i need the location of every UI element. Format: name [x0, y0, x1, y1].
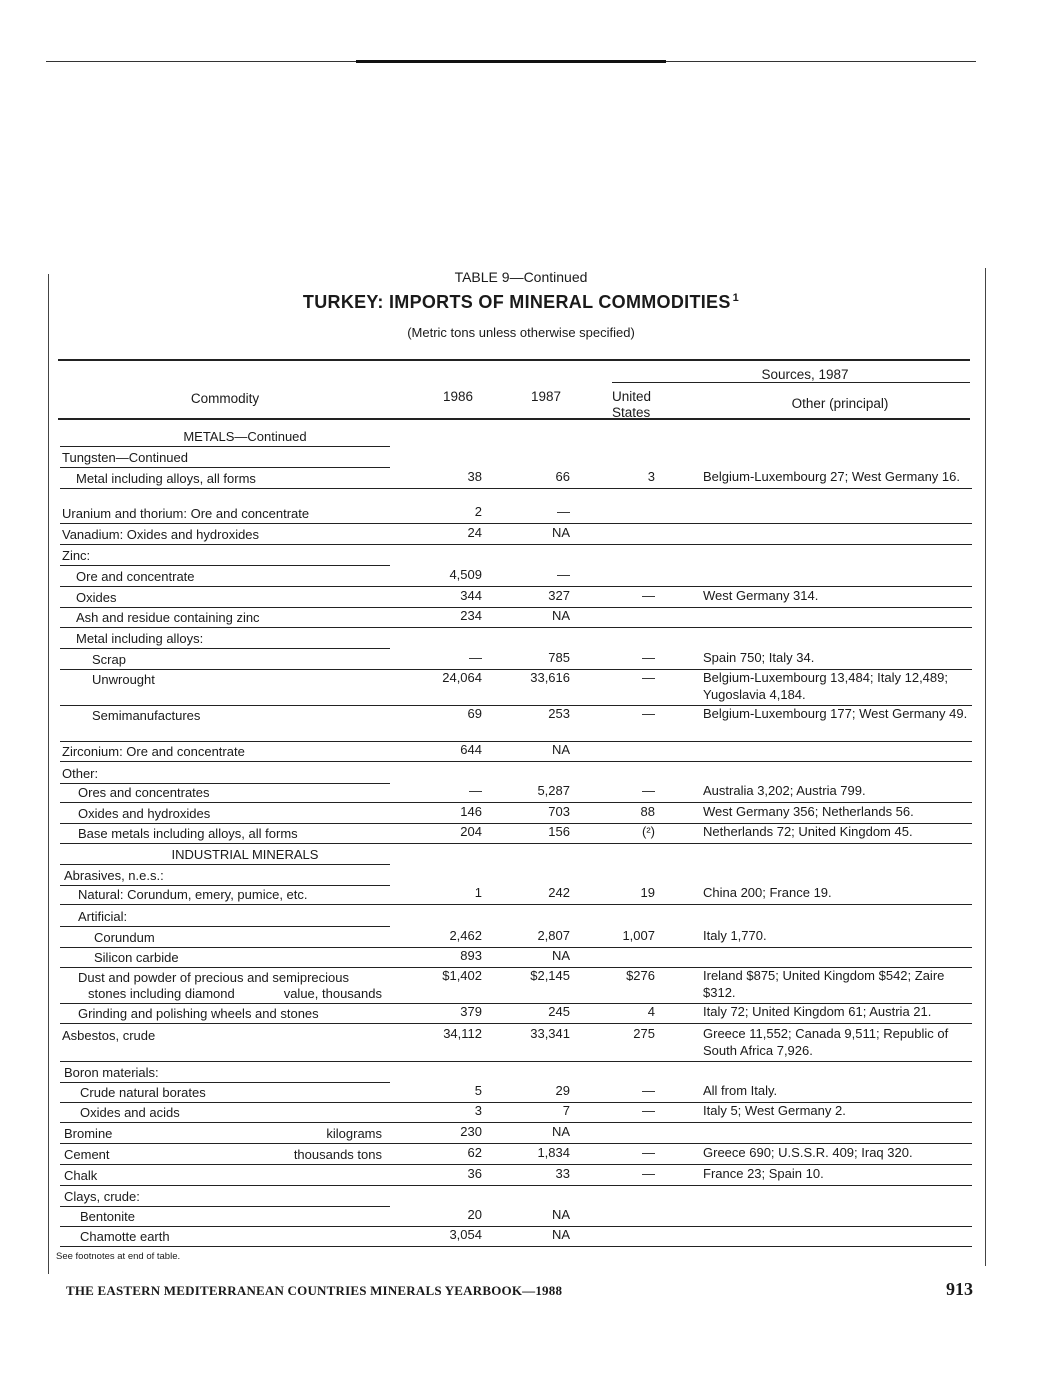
row-oxides-other-sources: West Germany 314. — [703, 588, 819, 603]
row-grinding-and-polishing-wheels-and-stones-rule — [60, 1023, 972, 1024]
row-base-metals-including-alloys-all-forms-other-sources: Netherlands 72; United Kingdom 45. — [703, 824, 913, 839]
row-grinding-and-polishing-wheels-and-stones-1986: 379 — [460, 1004, 482, 1019]
row-natural-corundum-emery-pumice-etc-other-sources: China 200; France 19. — [703, 885, 832, 900]
row-bentonite-1987: NA — [551, 1207, 570, 1222]
row-industrial-minerals-rule — [60, 864, 390, 865]
row-oxides-and-hydroxides-other-sources: West Germany 356; Netherlands 56. — [703, 804, 914, 819]
header-top-rule — [58, 359, 970, 361]
row-asbestos-crude-1987: 33,341 — [530, 1026, 570, 1041]
row-scrap-1987: 785 — [548, 650, 570, 665]
header-us-line2: States — [612, 405, 651, 420]
row-bentonite-1986: 20 — [467, 1207, 482, 1222]
header-commodity: Commodity — [190, 391, 260, 406]
row-natural-corundum-emery-pumice-etc-us: 19 — [640, 885, 655, 900]
row-uranium-and-thorium-ore-and-concentrate-1987: — — [557, 504, 570, 519]
row-industrial-minerals-label: INDUSTRIAL MINERALS — [171, 847, 319, 862]
row-metals-continued-label: METALS—Continued — [183, 429, 307, 444]
row-zirconium-ore-and-concentrate-1987: NA — [551, 742, 570, 757]
row-silicon-carbide-1987: NA — [551, 948, 570, 963]
row-oxides-and-hydroxides-1986: 146 — [460, 804, 482, 819]
row-metal-including-alloys-all-forms-1987: 66 — [555, 469, 570, 484]
title-footnote-mark: 1 — [732, 292, 740, 304]
row-grinding-and-polishing-wheels-and-stones-other-sources: Italy 72; United Kingdom 61; Austria 21. — [703, 1004, 932, 1019]
row-oxides-1987: 327 — [548, 588, 570, 603]
row-grinding-and-polishing-wheels-and-stones-us: 4 — [647, 1004, 655, 1019]
row-crude-natural-borates-1987: 29 — [555, 1083, 570, 1098]
row-ores-and-concentrates-other-sources: Australia 3,202; Austria 799. — [703, 783, 866, 798]
row-unwrought-1987: 33,616 — [530, 670, 570, 685]
header-1986: 1986 — [442, 389, 474, 404]
header-other: Other (principal) — [791, 396, 889, 411]
row-semimanufactures-us: — — [642, 706, 655, 721]
row-bromine-unit: kilograms — [326, 1126, 382, 1141]
row-chamotte-earth-rule — [60, 1246, 972, 1247]
row-ash-and-residue-containing-zinc-1987: NA — [551, 608, 570, 623]
row-zirconium-ore-and-concentrate-1986: 644 — [460, 742, 482, 757]
row-oxides-and-acids-label: Oxides and acids — [80, 1105, 180, 1120]
table-subtitle: (Metric tons unless otherwise specified) — [407, 325, 635, 340]
row-ore-and-concentrate-label: Ore and concentrate — [76, 569, 195, 584]
row-uranium-and-thorium-ore-and-concentrate-label: Uranium and thorium: Ore and concentrate — [62, 506, 310, 521]
row-bromine-1987: NA — [551, 1124, 570, 1139]
row-artificial-rule — [60, 926, 390, 927]
row-crude-natural-borates-other-sources: All from Italy. — [703, 1083, 778, 1098]
row-other-label: Other: — [62, 766, 99, 781]
row-vanadium-oxides-and-hydroxides-1986: 24 — [467, 525, 482, 540]
row-ash-and-residue-containing-zinc-label: Ash and residue containing zinc — [76, 610, 260, 625]
row-metal-including-alloys-all-forms-1986: 38 — [467, 469, 482, 484]
row-tungsten-continued-rule — [60, 467, 390, 468]
row-base-metals-including-alloys-all-forms-us: (²) — [642, 824, 655, 839]
top-rule-accent — [356, 60, 666, 63]
row-base-metals-including-alloys-all-forms-rule — [60, 843, 972, 844]
header-sources: Sources, 1987 — [761, 367, 849, 382]
row-bromine-label: Bromine — [64, 1126, 113, 1141]
row-corundum-1987: 2,807 — [537, 928, 570, 943]
row-oxides-and-hydroxides-label: Oxides and hydroxides — [78, 806, 211, 821]
row-ash-and-residue-containing-zinc-1986: 234 — [460, 608, 482, 623]
row-silicon-carbide-label: Silicon carbide — [94, 950, 179, 965]
row-unwrought-1986: 24,064 — [442, 670, 482, 685]
row-oxides-and-acids-1986: 3 — [474, 1103, 482, 1118]
row-natural-corundum-emery-pumice-etc-1987: 242 — [548, 885, 570, 900]
header-us-line1: United — [612, 389, 652, 404]
row-scrap-label: Scrap — [92, 652, 126, 667]
row-metals-continued-rule — [60, 446, 390, 447]
row-vanadium-oxides-and-hydroxides-1987: NA — [551, 525, 570, 540]
row-cement-label: Cement — [64, 1147, 110, 1162]
row-oxides-and-acids-1987: 7 — [562, 1103, 570, 1118]
row-base-metals-including-alloys-all-forms-label: Base metals including alloys, all forms — [78, 826, 298, 841]
row-metal-including-alloys-all-forms-other-sources: Belgium-Luxembourg 27; West Germany 16. — [703, 469, 960, 484]
row-dust-and-powder-of-precious-and-semiprecious-label-continued: stones including diamond — [88, 986, 235, 1001]
row-chalk-rule — [60, 1185, 972, 1186]
row-cement-us: — — [642, 1145, 655, 1160]
row-metal-including-alloys-all-forms-us: 3 — [647, 469, 655, 484]
row-cement-1986: 62 — [467, 1145, 482, 1160]
row-scrap-1986: — — [469, 650, 482, 665]
row-oxides-and-acids-us: — — [642, 1103, 655, 1118]
row-oxides-and-hydroxides-1987: 703 — [548, 804, 570, 819]
row-unwrought-us: — — [642, 670, 655, 685]
row-clays-crude-label: Clays, crude: — [64, 1189, 140, 1204]
row-metal-including-alloys-label: Metal including alloys: — [76, 631, 204, 646]
row-asbestos-crude-us: 275 — [633, 1026, 655, 1041]
row-oxides-label: Oxides — [76, 590, 117, 605]
row-ores-and-concentrates-label: Ores and concentrates — [78, 785, 210, 800]
table-title-text: TURKEY: IMPORTS OF MINERAL COMMODITIES — [302, 292, 731, 312]
row-semimanufactures-other-sources: Belgium-Luxembourg 177; West Germany 49. — [703, 706, 968, 721]
row-crude-natural-borates-1986: 5 — [474, 1083, 482, 1098]
row-grinding-and-polishing-wheels-and-stones-label: Grinding and polishing wheels and stones — [78, 1006, 319, 1021]
row-corundum-other-sources: Italy 1,770. — [703, 928, 767, 943]
row-silicon-carbide-1986: 893 — [460, 948, 482, 963]
row-asbestos-crude-other-sources: Greece 11,552; Canada 9,511; Republic of South Africa 7,926. — [703, 1026, 949, 1058]
row-chamotte-earth-1987: NA — [551, 1227, 570, 1242]
row-natural-corundum-emery-pumice-etc-label: Natural: Corundum, emery, pumice, etc. — [78, 887, 308, 902]
row-asbestos-crude-1986: 34,112 — [443, 1026, 482, 1041]
header-bottom-rule — [58, 418, 970, 420]
row-natural-corundum-emery-pumice-etc-rule — [60, 904, 972, 905]
row-chalk-label: Chalk — [64, 1168, 98, 1183]
row-uranium-and-thorium-ore-and-concentrate-1986: 2 — [474, 504, 482, 519]
row-oxides-and-hydroxides-us: 88 — [640, 804, 655, 819]
row-ores-and-concentrates-us: — — [642, 783, 655, 798]
row-chalk-1986: 36 — [467, 1166, 482, 1181]
row-vanadium-oxides-and-hydroxides-label: Vanadium: Oxides and hydroxides — [62, 527, 260, 542]
row-asbestos-crude-rule — [60, 1061, 972, 1062]
row-chalk-1987: 33 — [555, 1166, 570, 1181]
row-base-metals-including-alloys-all-forms-1986: 204 — [460, 824, 482, 839]
row-metal-including-alloys-all-forms-label: Metal including alloys, all forms — [76, 471, 256, 486]
row-unwrought-other-sources: Belgium-Luxembourg 13,484; Italy 12,489; Yugoslavia 4,184. — [703, 670, 948, 702]
footnote-reference: See footnotes at end of table. — [56, 1251, 181, 1262]
row-corundum-label: Corundum — [94, 930, 155, 945]
publication-title: THE EASTERN MEDITERRANEAN COUNTRIES MINERALS YEARBOOK—1988 — [66, 1283, 563, 1298]
row-scrap-other-sources: Spain 750; Italy 34. — [703, 650, 815, 665]
row-grinding-and-polishing-wheels-and-stones-1987: 245 — [548, 1004, 570, 1019]
row-dust-and-powder-of-precious-and-semiprecious-1986: $1,402 — [442, 968, 482, 983]
row-ore-and-concentrate-1986: 4,509 — [449, 567, 482, 582]
row-zinc-label: Zinc: — [62, 548, 91, 563]
row-dust-and-powder-of-precious-and-semiprecious-label: Dust and powder of precious and semiprecious — [78, 970, 349, 985]
row-dust-and-powder-of-precious-and-semiprecious-1987: $2,145 — [530, 968, 570, 983]
row-boron-materials-label: Boron materials: — [64, 1065, 159, 1080]
row-ores-and-concentrates-1987: 5,287 — [537, 783, 570, 798]
row-corundum-1986: 2,462 — [449, 928, 482, 943]
row-unwrought-label: Unwrought — [92, 672, 155, 687]
row-clays-crude-rule — [60, 1206, 390, 1207]
row-semimanufactures-label: Semimanufactures — [92, 708, 201, 723]
row-vanadium-oxides-and-hydroxides-rule — [60, 544, 972, 545]
page-border-right — [985, 268, 986, 1266]
row-zirconium-ore-and-concentrate-rule — [60, 761, 972, 762]
row-tungsten-continued-label: Tungsten—Continued — [62, 450, 188, 465]
row-asbestos-crude-label: Asbestos, crude — [62, 1028, 156, 1043]
row-dust-and-powder-of-precious-and-semiprecious-unit: value, thousands — [283, 986, 382, 1001]
row-semimanufactures-1986: 69 — [467, 706, 482, 721]
row-metal-including-alloys-rule — [60, 648, 390, 649]
row-semimanufactures-1987: 253 — [548, 706, 570, 721]
row-cement-1987: 1,834 — [537, 1145, 570, 1160]
row-ash-and-residue-containing-zinc-rule — [60, 627, 972, 628]
row-oxides-us: — — [642, 588, 655, 603]
row-corundum-us: 1,007 — [622, 928, 655, 943]
row-chamotte-earth-1986: 3,054 — [449, 1227, 482, 1242]
row-abrasives-n-e-s-label: Abrasives, n.e.s.: — [64, 868, 164, 883]
header-1987: 1987 — [530, 389, 562, 404]
row-oxides-1986: 344 — [460, 588, 482, 603]
row-base-metals-including-alloys-all-forms-1987: 156 — [548, 824, 570, 839]
row-natural-corundum-emery-pumice-etc-1986: 1 — [474, 885, 482, 900]
row-ore-and-concentrate-1987: — — [557, 567, 570, 582]
table-number: TABLE 9—Continued — [454, 269, 588, 285]
row-bentonite-label: Bentonite — [80, 1209, 135, 1224]
row-zinc-rule — [60, 565, 390, 566]
row-metal-including-alloys-all-forms-rule — [60, 488, 972, 489]
row-cement-unit: thousands tons — [293, 1147, 382, 1162]
row-ores-and-concentrates-1986: — — [469, 783, 482, 798]
page-border-left — [48, 274, 49, 1274]
row-crude-natural-borates-us: — — [642, 1083, 655, 1098]
row-crude-natural-borates-label: Crude natural borates — [80, 1085, 206, 1100]
row-chalk-other-sources: France 23; Spain 10. — [703, 1166, 824, 1181]
row-zirconium-ore-and-concentrate-label: Zirconium: Ore and concentrate — [62, 744, 245, 759]
page-number: 913 — [946, 1279, 973, 1299]
row-oxides-and-acids-other-sources: Italy 5; West Germany 2. — [703, 1103, 846, 1118]
row-chalk-us: — — [642, 1166, 655, 1181]
row-dust-and-powder-of-precious-and-semiprecious-other-sources: Ireland $875; United Kingdom $542; Zaire $312. — [703, 968, 945, 1000]
table-title — [0, 292, 1042, 313]
row-bromine-1986: 230 — [460, 1124, 482, 1139]
row-artificial-label: Artificial: — [78, 909, 128, 924]
row-chamotte-earth-label: Chamotte earth — [80, 1229, 170, 1244]
row-dust-and-powder-of-precious-and-semiprecious-us: $276 — [626, 968, 655, 983]
row-boron-materials-rule — [60, 1082, 390, 1083]
row-cement-other-sources: Greece 690; U.S.S.R. 409; Iraq 320. — [703, 1145, 913, 1160]
row-scrap-us: — — [642, 650, 655, 665]
